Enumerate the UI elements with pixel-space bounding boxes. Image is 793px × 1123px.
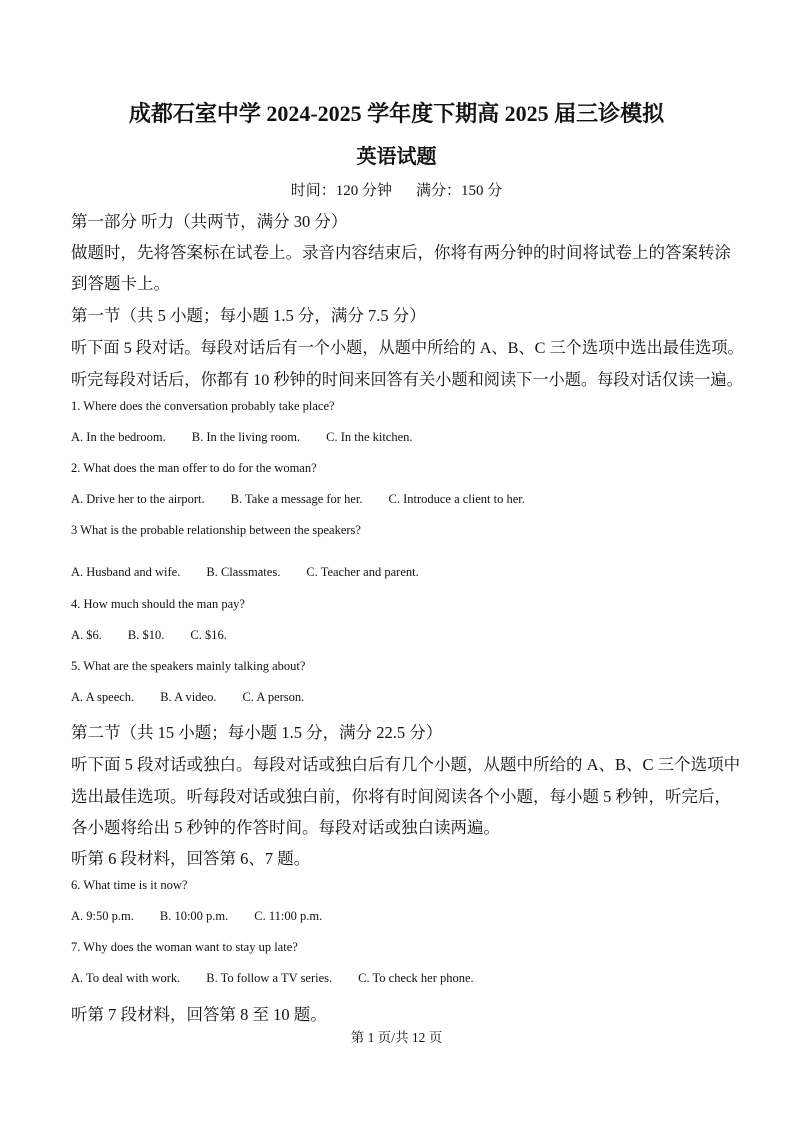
exam-title: 成都石室中学 2024-2025 学年度下期高 2025 届三诊模拟 xyxy=(128,101,665,126)
option-a: A. 9:50 p.m. xyxy=(71,909,134,923)
part1-heading: 第一部分 听力（共两节，满分 30 分） xyxy=(71,212,348,231)
question-4: 4. How much should the man pay? xyxy=(71,597,245,611)
option-b: B. Take a message for her. xyxy=(230,492,363,506)
section2-instruction-line3: 各小题将给出 5 秒钟的作答时间。每段对话或独白读两遍。 xyxy=(71,818,500,837)
section2-instruction-line1: 听下面 5 段对话或独白。每段对话或独白后有几个小题，从题中所给的 A、B、C 三个选项中 xyxy=(71,755,741,774)
section2-heading: 第二节（共 15 小题；每小题 1.5 分，满分 22.5 分） xyxy=(71,723,443,742)
section1-heading: 第一节（共 5 小题；每小题 1.5 分，满分 7.5 分） xyxy=(71,306,426,325)
option-c: C. To check her phone. xyxy=(358,971,474,985)
time-info: 时间：120 分钟 xyxy=(290,183,392,199)
option-b: B. $10. xyxy=(127,628,165,642)
material-7-heading: 听第 7 段材料，回答第 8 至 10 题。 xyxy=(71,1005,327,1024)
option-b: B. A video. xyxy=(160,690,217,704)
question-1: 1. Where does the conversation probably take place? xyxy=(71,399,335,413)
option-c: C. Introduce a client to her. xyxy=(388,492,525,506)
question-5-options xyxy=(71,690,330,705)
question-6-options xyxy=(71,909,348,924)
page-number-footer: 第 1 页/共 12 页 xyxy=(350,1030,443,1045)
question-5: 5. What are the speakers mainly talking about? xyxy=(71,659,306,673)
question-2-options xyxy=(71,492,551,507)
option-c: C. Teacher and parent. xyxy=(306,565,419,579)
score-info: 满分：150 分 xyxy=(416,183,503,199)
section1-instruction-line1: 听下面 5 段对话。每段对话后有一个小题，从题中所给的 A、B、C 三个选项中选出最佳选项。 xyxy=(71,339,744,357)
question-3: 3 What is the probable relationship between the speakers? xyxy=(71,523,361,537)
exam-time-score xyxy=(0,179,793,200)
option-a: A. A speech. xyxy=(71,690,135,704)
question-4-options xyxy=(71,628,253,643)
option-a: A. Drive her to the airport. xyxy=(71,492,205,506)
part1-instruction-line2: 到答题卡上。 xyxy=(71,274,170,293)
material-6-heading: 听第 6 段材料，回答第 6、7 题。 xyxy=(71,849,311,868)
question-1-options xyxy=(71,430,439,445)
section1-instruction-line2: 听完每段对话后，你都有 10 秒钟的时间来回答有关小题和阅读下一小题。每段对话仅读一遍。 xyxy=(71,371,743,389)
question-2: 2. What does the man offer to do for the woman? xyxy=(71,461,317,475)
option-c: C. $16. xyxy=(190,628,227,642)
option-c: C. 11:00 p.m. xyxy=(254,909,323,923)
option-b: B. Classmates. xyxy=(206,565,281,579)
option-a: A. Husband and wife. xyxy=(71,565,181,579)
section2-instruction-line2: 选出最佳选项。听每段对话或独白前，你将有时间阅读各个小题，每小题 5 秒钟，听完后， xyxy=(71,787,731,806)
exam-subject: 英语试题 xyxy=(356,146,437,168)
option-b: B. In the living room. xyxy=(191,430,301,444)
question-7: 7. Why does the woman want to stay up late? xyxy=(71,940,298,954)
option-a: A. To deal with work. xyxy=(71,971,181,985)
option-c: C. In the kitchen. xyxy=(326,430,413,444)
option-a: A. In the bedroom. xyxy=(71,430,166,444)
option-b: B. 10:00 p.m. xyxy=(159,909,229,923)
part1-instruction-line1: 做题时，先将答案标在试卷上。录音内容结束后，你将有两分钟的时间将试卷上的答案转涂 xyxy=(71,243,731,262)
question-3-options xyxy=(71,565,445,580)
question-6: 6. What time is it now? xyxy=(71,878,188,892)
option-a: A. $6. xyxy=(71,628,102,642)
option-b: B. To follow a TV series. xyxy=(206,971,333,985)
option-c: C. A person. xyxy=(242,690,305,704)
question-7-options xyxy=(71,971,500,986)
